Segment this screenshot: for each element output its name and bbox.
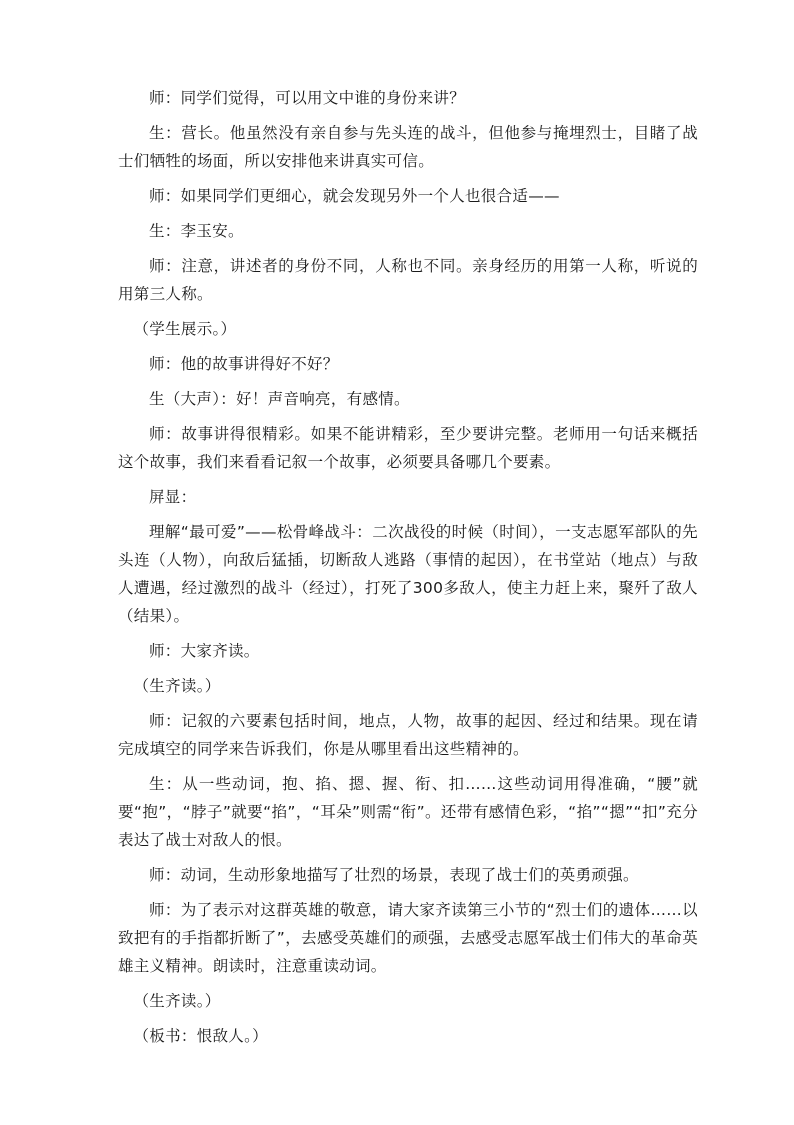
screen-display-content: 理解“最可爱”——松骨峰战斗：二次战役的时候（时间），一支志愿军部队的先头连（人物），向敌后猛插，切断敌人逃路（事情的起因），在书堂站（地点）与敌人遭遇，经过激烈的战斗（经过），打死了300多敌人，使主力赶上来，聚歼了敌人（结果）。 <box>118 523 698 625</box>
dialogue-paragraph: 生：从一些动词，抱、掐、摁、握、衔、扣……这些动词用得准确，“腰”就要“抱”，“脖子”就要“掐”，“耳朵”则需“衔”。还带有感情色彩，“掐”“摁”“扣”充分表达了战士对敌人的恨。 <box>118 775 698 849</box>
screen-display-label: 屏显： <box>149 488 197 506</box>
dialogue-paragraph: 师：故事讲得很精彩。如果不能讲精彩，至少要讲完整。老师用一句话来概括这个故事，我们来看看记叙一个故事，必须要具备哪几个要素。 <box>118 425 698 471</box>
document-body <box>118 84 698 1057</box>
blackboard-note: （板书：恨敌人。） <box>133 1027 268 1045</box>
stage-note: （生齐读。） <box>133 992 221 1010</box>
dialogue-paragraph: 生（大声）：好！声音响亮，有感情。 <box>149 390 410 408</box>
dialogue-paragraph: 师：他的故事讲得好不好？ <box>149 355 339 373</box>
dialogue-paragraph: 师：记叙的六要素包括时间，地点，人物，故事的起因、经过和结果。现在请完成填空的同学来告诉我们，你是从哪里看出这些精神的。 <box>118 712 698 758</box>
stage-note: （生齐读。） <box>133 677 221 695</box>
dialogue-paragraph: 师：为了表示对这群英雄的敬意，请大家齐读第三小节的“烈士们的遗体……以致把有的手指都折断了”，去感受英雄们的顽强，去感受志愿军战士们伟大的革命英雄主义精神。朗读时，注意重读动词。 <box>118 901 698 975</box>
dialogue-paragraph: 师：动词，生动形象地描写了壮烈的场景，表现了战士们的英勇顽强。 <box>149 866 639 884</box>
dialogue-paragraph: 生：李玉安。 <box>149 222 244 240</box>
dialogue-paragraph: 师：注意，讲述者的身份不同，人称也不同。亲身经历的用第一人称，听说的用第三人称。 <box>118 257 698 303</box>
dialogue-paragraph: 师：大家齐读。 <box>149 642 260 660</box>
dialogue-paragraph: 师：如果同学们更细心，就会发现另外一个人也很合适—— <box>149 187 560 205</box>
stage-note: （学生展示。） <box>133 320 237 338</box>
dialogue-paragraph: 生：营长。他虽然没有亲自参与先头连的战斗，但他参与掩埋烈士，目睹了战士们牺牲的场面，所以安排他来讲真实可信。 <box>118 124 698 170</box>
dialogue-paragraph: 师：同学们觉得，可以用文中谁的身份来讲？ <box>149 89 466 107</box>
